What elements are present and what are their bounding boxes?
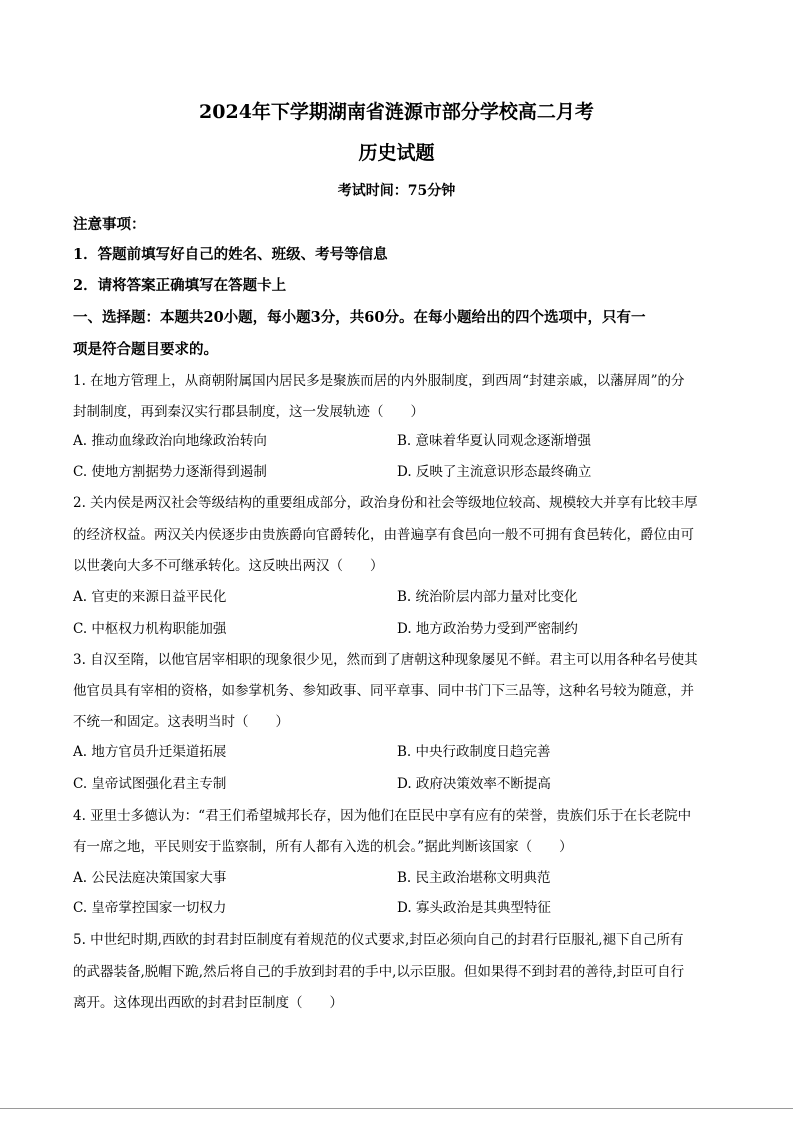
question-3-text: 3. 自汉至隋，以他官居宰相职的现象很少见，然而到了唐朝这种现象屡见不鲜。君主可以用各种名号使其 <box>73 652 698 668</box>
question-5-text: 5. 中世纪时期,西欧的封君封臣制度有着规范的仪式要求,封臣必须向自己的封君行臣服礼,褪下自己所有 <box>73 932 684 948</box>
question-2-option-b: B. 统治阶层内部力量对比变化 <box>397 589 578 605</box>
question-3-option-a: A. 地方官员升迁渠道拓展 <box>73 744 227 760</box>
notes-heading: 注意事项： <box>73 216 146 233</box>
question-2-text: 的经济权益。两汉关内侯逐步由贵族爵向官爵转化，由普遍享有食邑向一般不可拥有食邑转化，爵位由可 <box>73 527 694 543</box>
question-1-option-b: B. 意味着华夏认同观念逐渐增强 <box>397 433 592 449</box>
exam-title: 2024年下学期湖南省涟源市部分学校高二月考 <box>199 101 594 123</box>
question-4-text: 有一席之地，平民则安于监察制，所有人都有入选的机会。”据此判断该国家（ ） <box>73 839 573 855</box>
question-1-option-c: C. 使地方割据势力逐渐得到遏制 <box>73 464 267 480</box>
exam-time: 考试时间：75分钟 <box>337 183 456 199</box>
section-instruction: 一、选择题：本题共20小题，每小题3分，共60分。在每小题给出的四个选项中，只有一 <box>73 309 646 326</box>
question-4-text: 4. 亚里士多德认为：“君王们希望城邦长存，因为他们在臣民中享有应有的荣誉，贵族们乐于在长老院中 <box>73 808 692 824</box>
question-5-text: 离开。这体现出西欧的封君封臣制度（ ） <box>73 995 343 1011</box>
question-3-option-c: C. 皇帝试图强化君主专制 <box>73 776 227 792</box>
question-2-text: 以世袭向大多不可继承转化。这反映出两汉（ ） <box>73 558 384 574</box>
question-5-text: 的武器装备,脱帽下跪,然后将自己的手放到封君的手中,以示臣服。但如果得不到封君的善待,封臣可自行 <box>73 964 685 980</box>
question-4-option-a: A. 公民法庭决策国家大事 <box>73 870 227 886</box>
section-instruction: 项是符合题目要求的。 <box>73 341 218 358</box>
question-2-option-a: A. 官吏的来源日益平民化 <box>73 589 227 605</box>
question-1-text: 1. 在地方管理上，从商朝附属国内居民多是聚族而居的内外服制度，到西周“封建亲戚，以藩屏周”的分 <box>73 373 685 389</box>
question-3-option-d: D. 政府决策效率不断提高 <box>397 776 551 792</box>
question-4-option-c: C. 皇帝掌控国家一切权力 <box>73 900 227 916</box>
question-4-option-d: D. 寡头政治是其典型特征 <box>397 900 551 916</box>
exam-subject: 历史试题 <box>358 142 435 164</box>
note-item: 1．答题前填写好自己的姓名、班级、考号等信息 <box>73 246 388 263</box>
question-3-option-b: B. 中央行政制度日趋完善 <box>397 744 551 760</box>
question-2-option-d: D. 地方政治势力受到严密制约 <box>397 621 578 637</box>
note-item: 2．请将答案正确填写在答题卡上 <box>73 277 287 294</box>
question-4-option-b: B. 民主政治堪称文明典范 <box>397 870 551 886</box>
question-3-text: 他官员具有宰相的资格，如参掌机务、参知政事、同平章事、同中书门下三品等，这种名号较为随意，并 <box>73 683 694 699</box>
question-1-option-a: A. 推动血缘政治向地缘政治转向 <box>73 433 267 449</box>
question-1-option-d: D. 反映了主流意识形态最终确立 <box>397 464 592 480</box>
question-2-option-c: C. 中枢权力机构职能加强 <box>73 621 227 637</box>
question-2-text: 2. 关内侯是两汉社会等级结构的重要组成部分，政治身份和社会等级地位较高、规模较大并享有比较丰厚 <box>73 495 698 511</box>
page-bottom-divider <box>0 1108 793 1109</box>
question-1-text: 封制制度，再到秦汉实行郡县制度，这一发展轨迹（ ） <box>73 404 424 420</box>
question-3-text: 不统一和固定。这表明当时（ ） <box>73 714 289 730</box>
